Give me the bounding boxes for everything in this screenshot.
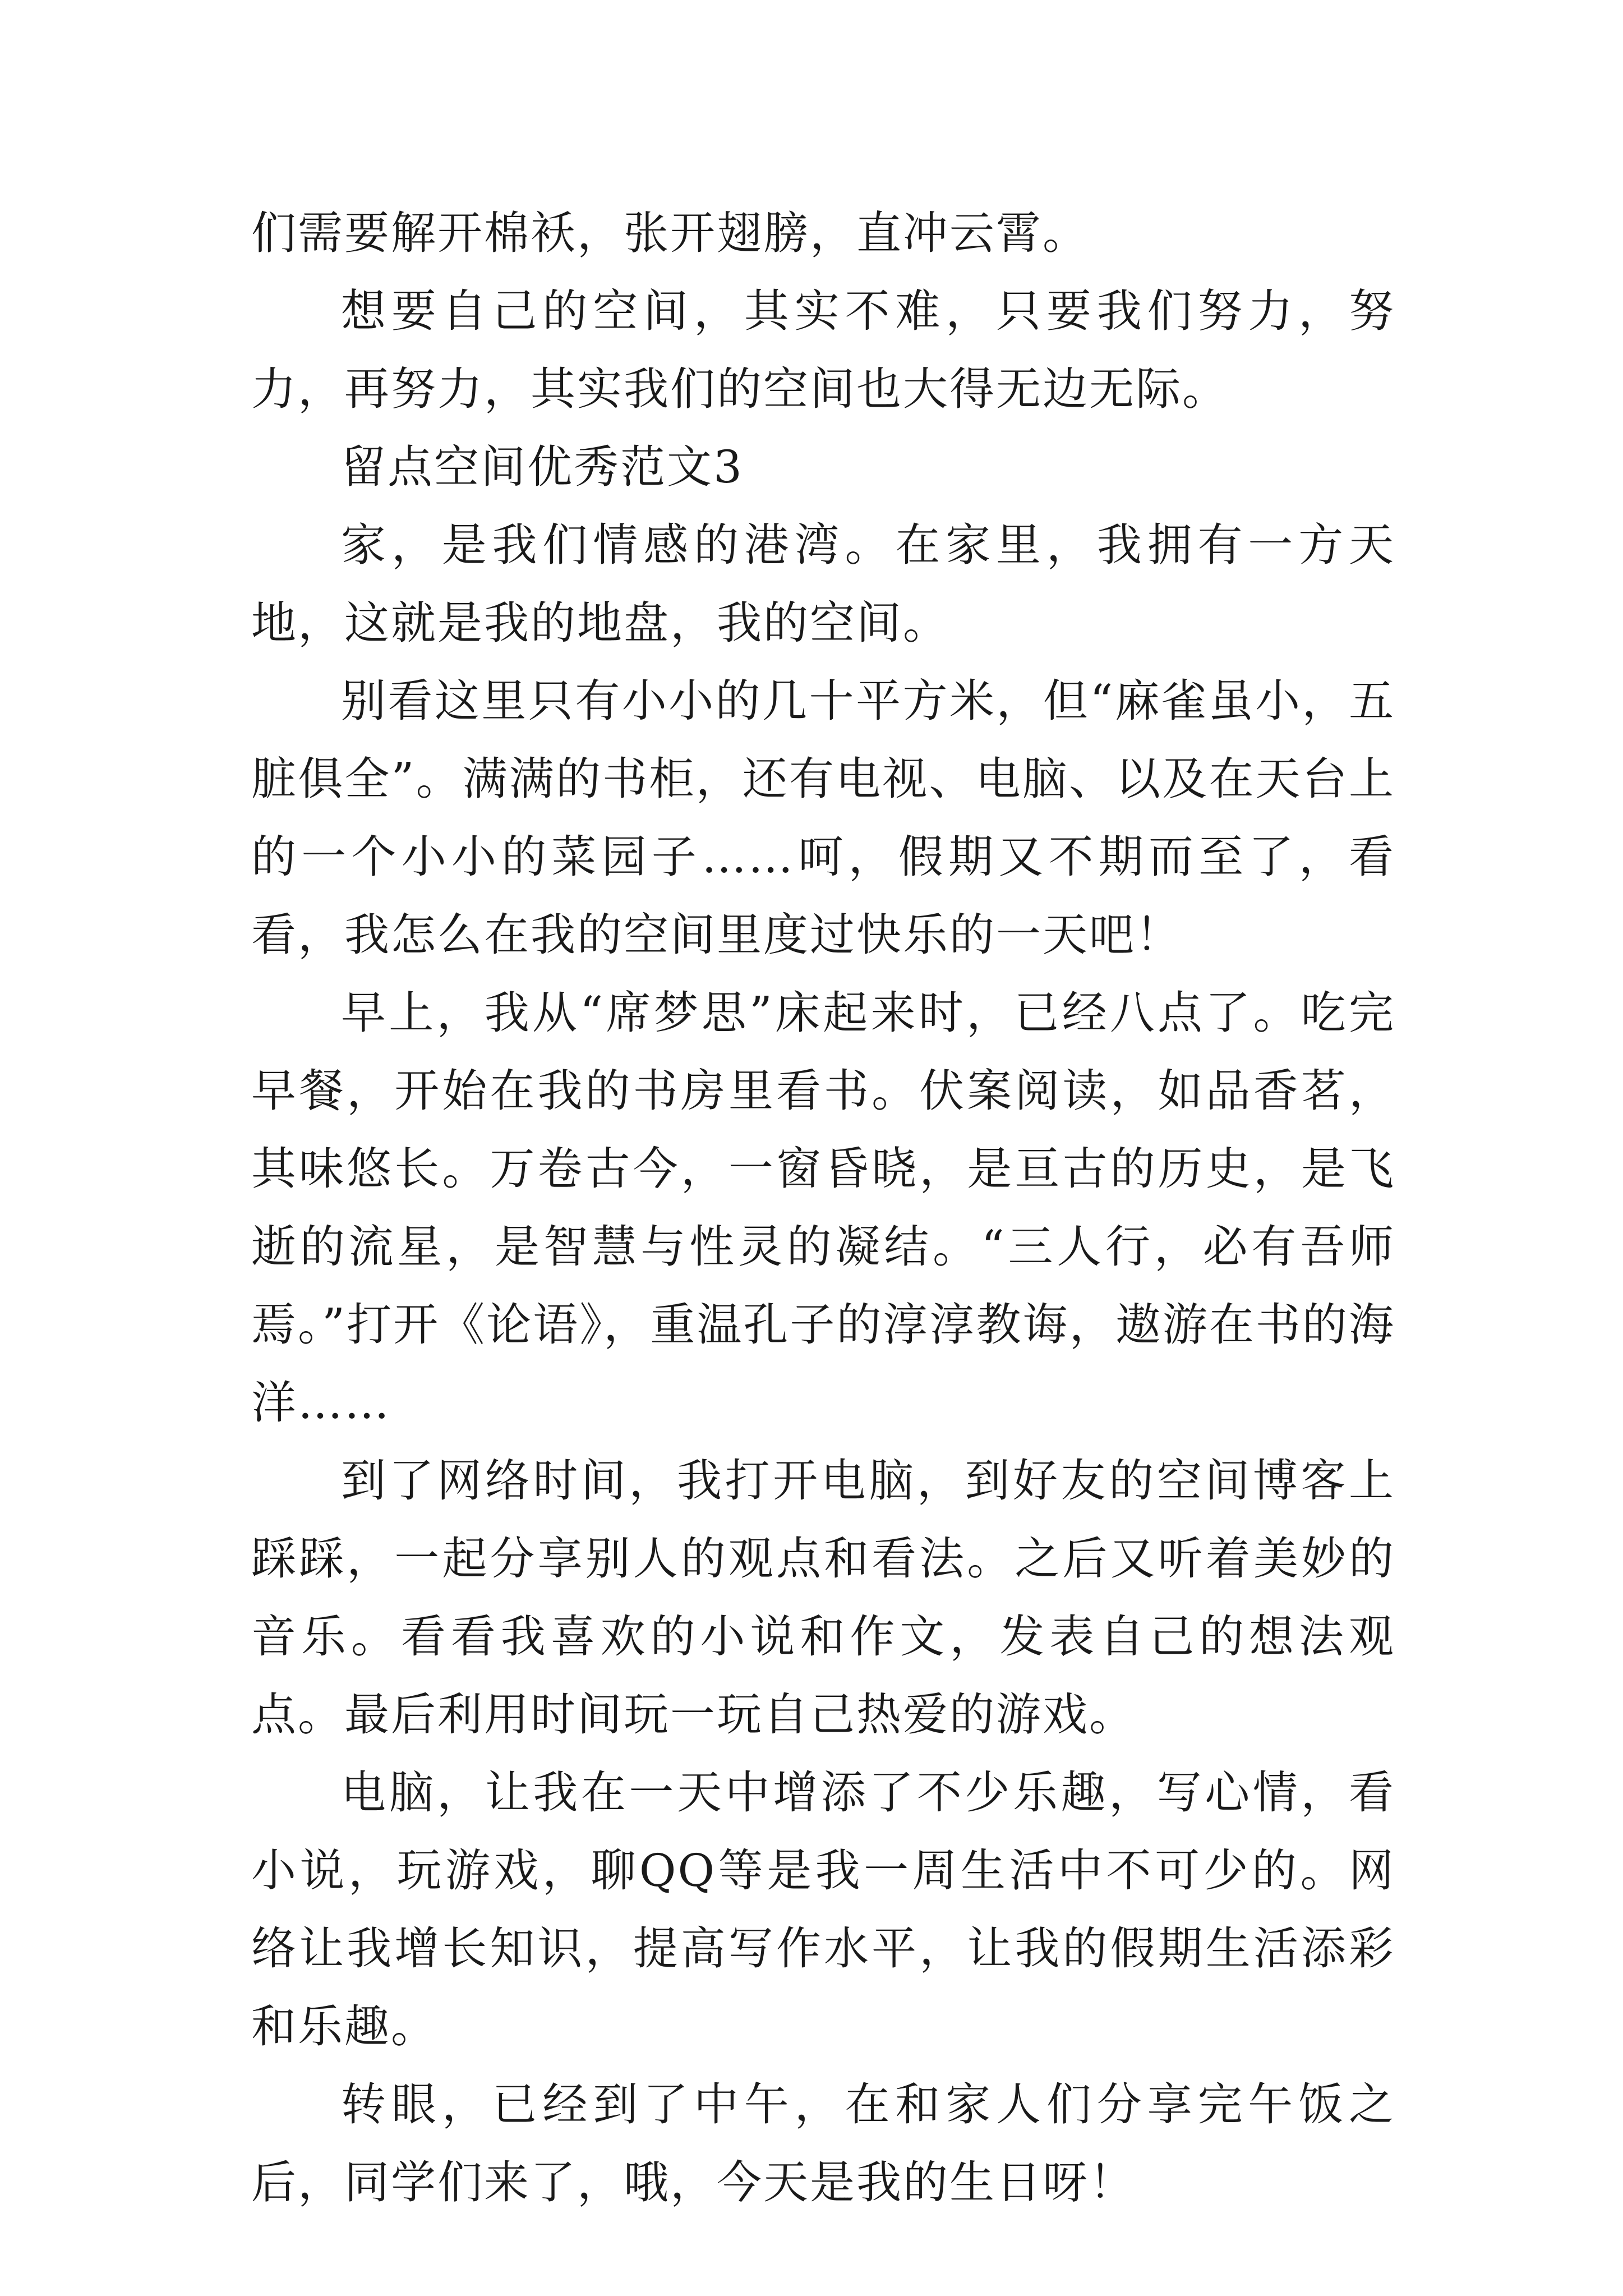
- paragraph: 转眼，已经到了中午，在和家人们分享完午饭之后，同学们来了，哦，今天是我的生日呀！: [251, 2078, 1395, 2208]
- section-heading: 留点空间优秀范文3: [341, 441, 744, 493]
- paragraph: 家，是我们情感的港湾。在家里，我拥有一方天地，这就是我的地盘，我的空间。: [251, 519, 1395, 649]
- paragraph: 想要自己的空间，其实不难，只要我们努力，努力，再努力，其实我们的空间也大得无边无际。: [251, 285, 1395, 415]
- paragraph-continued: 们需要解开棉袄，张开翅膀，直冲云霄。: [251, 207, 1089, 259]
- paragraph: 别看这里只有小小的几十平方米，但“麻雀虽小，五脏俱全”。满满的书柜，还有电视、电脑、以及在天台上的一个小小的菜园子……呵，假期又不期而至了，看看，我怎么在我的空间里度过快乐的一天吧！: [251, 675, 1395, 961]
- paragraph: 到了网络时间，我打开电脑，到好友的空间博客上踩踩，一起分享别人的观点和看法。之后又听着美妙的音乐。看看我喜欢的小说和作文，发表自己的想法观点。最后利用时间玩一玩自己热爱的游戏。: [251, 1455, 1395, 1741]
- paragraph: 电脑，让我在一天中增添了不少乐趣，写心情，看小说，玩游戏，聊QQ等是我一周生活中不可少的。网络让我增长知识，提高写作水平，让我的假期生活添彩和乐趣。: [251, 1766, 1395, 2053]
- document-body: [251, 194, 1395, 2221]
- paragraph: 早上，我从“席梦思”床起来时，已经八点了。吃完早餐，开始在我的书房里看书。伏案阅读，如品香茗，其味悠长。万卷古今，一窗昏晓，是亘古的历史，是飞逝的流星，是智慧与性灵的凝结。“三人行，必有吾师焉。”打开《论语》，重温孔子的淳淳教诲，遨游在书的海洋……: [251, 987, 1395, 1429]
